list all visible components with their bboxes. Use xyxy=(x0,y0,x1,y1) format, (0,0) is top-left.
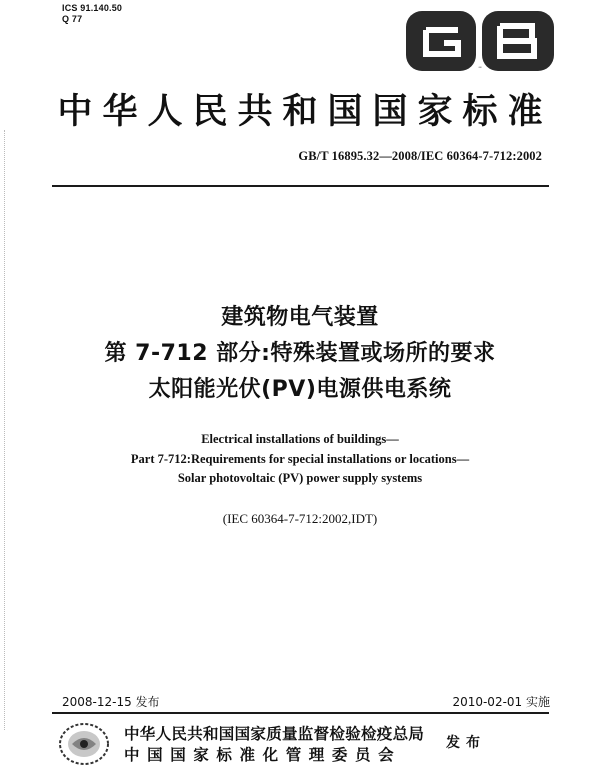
implementation-date: 2010-02-01 实施 xyxy=(452,695,550,709)
bottom-divider xyxy=(52,712,549,714)
publication-date: 2008-12-15 发布 xyxy=(62,695,160,709)
standard-number: GB/T 16895.32—2008/IEC 60364-7-712:2002 xyxy=(298,149,542,163)
ics-code: ICS 91.140.50 xyxy=(62,3,123,13)
issuer-sac: 中国国家标准化管理委员会 xyxy=(124,745,402,764)
issue-label: 发布 xyxy=(446,735,486,751)
chinese-title-line-3: 太阳能光伏(PV)电源供电系统 xyxy=(148,377,452,402)
gb-logo-text: GB xyxy=(478,67,482,69)
chinese-title-line-2: 第 7-712 部分:特殊装置或场所的要求 xyxy=(104,341,496,366)
iec-equivalence: (IEC 60364-7-712:2002,IDT) xyxy=(222,511,378,526)
standard-category-title: 中华人民共和国国家标准 xyxy=(57,91,553,132)
issuer-aqsiq: 中华人民共和国国家质量监督检验检疫总局 xyxy=(124,724,425,743)
top-divider xyxy=(52,185,549,187)
gb-logo-icon xyxy=(400,10,560,72)
ccs-code: Q 77 xyxy=(62,14,83,24)
chinese-title-line-1: 建筑物电气装置 xyxy=(221,305,379,330)
english-title-line-2: Part 7-712:Requirements for special installations or locations— xyxy=(130,452,470,466)
official-seal-icon xyxy=(58,722,110,766)
english-title-line-1: Electrical installations of buildings— xyxy=(201,432,399,446)
page-margin-dots xyxy=(4,130,7,730)
english-title-line-3: Solar photovoltaic (PV) power supply systems xyxy=(177,471,423,485)
